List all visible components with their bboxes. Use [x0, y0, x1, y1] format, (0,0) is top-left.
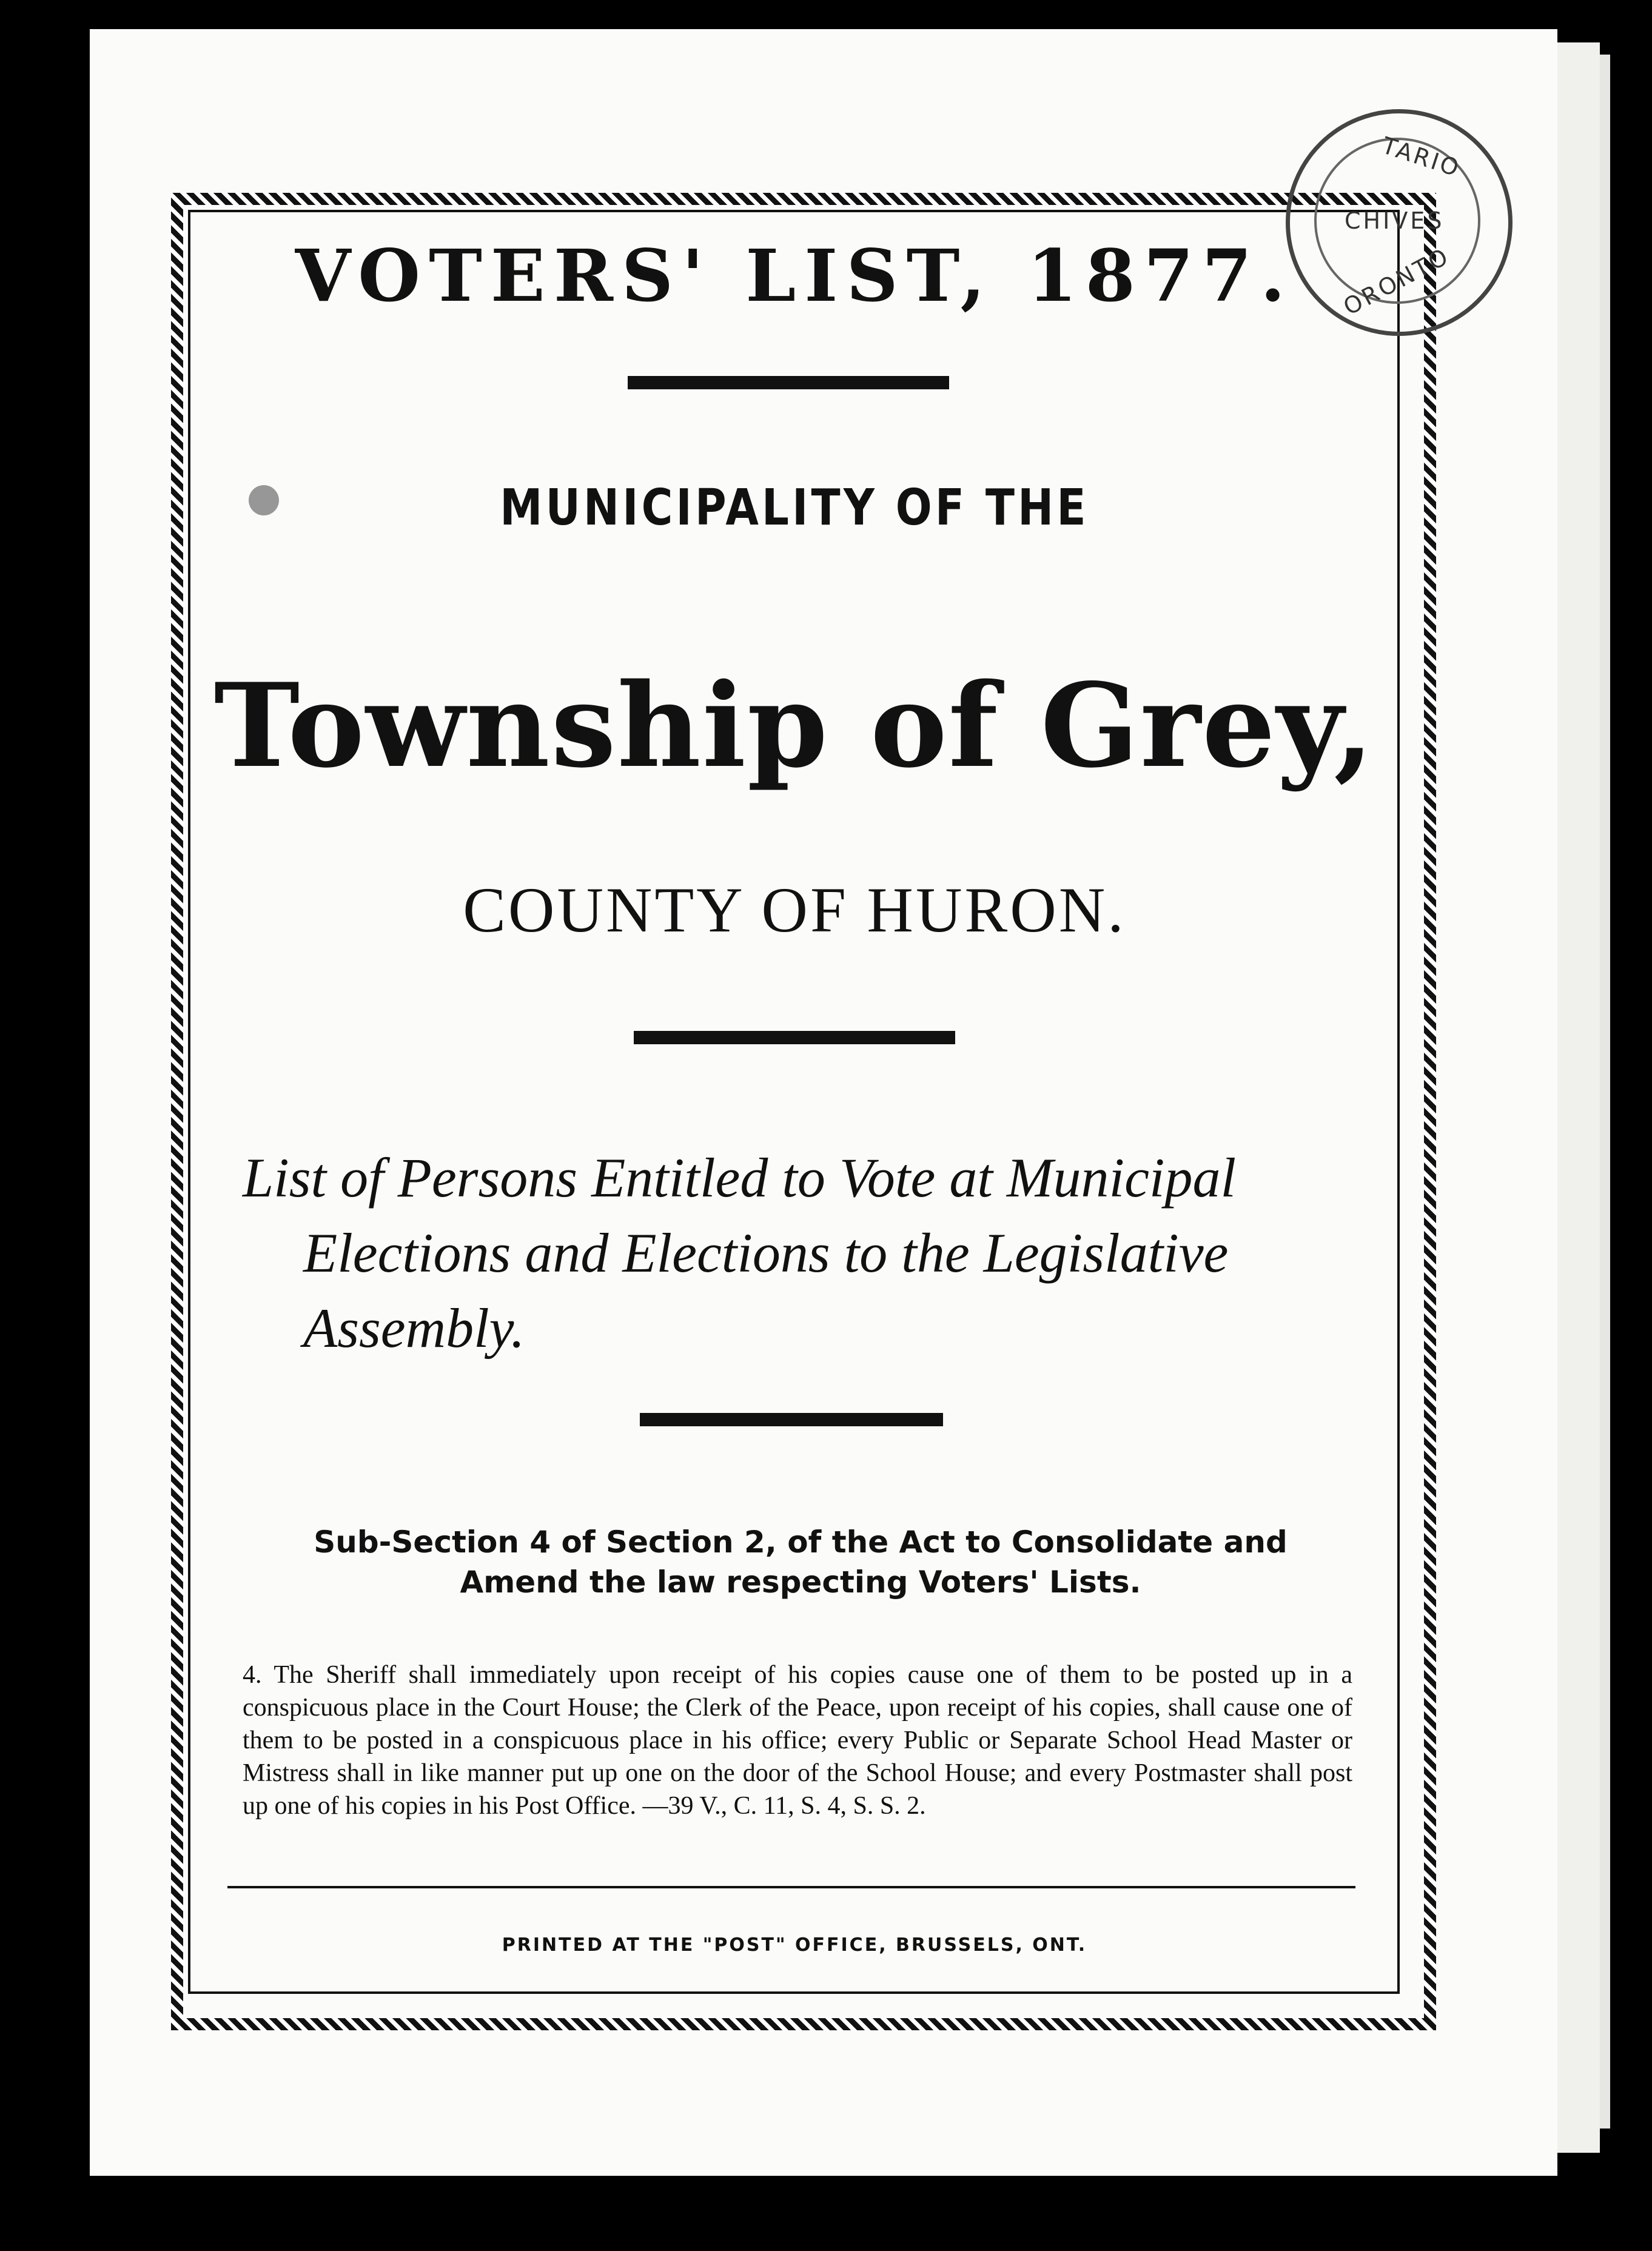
page-title: VOTERS' LIST, 1877.	[295, 233, 1294, 318]
municipality-heading: MUNICIPALITY OF THE	[500, 479, 1089, 537]
printer-imprint: PRINTED AT THE "POST" OFFICE, BRUSSELS, ONT.	[502, 1934, 1087, 1956]
subsection-heading	[230, 1522, 1371, 1602]
county-rule	[634, 1031, 955, 1044]
list-description	[243, 1140, 1407, 1366]
list-description-line3: Assembly.	[303, 1297, 525, 1359]
ink-smudge	[249, 485, 279, 515]
title-rule	[628, 376, 949, 389]
subsection-line1: Sub-Section 4 of Section 2, of the Act to Consolidate and	[314, 1525, 1288, 1560]
stamp-text-top: TARIO	[1378, 132, 1465, 183]
section-text: 4. The Sheriff shall immediately upon receipt of his copies cause one of them to be posted up in a conspicuous place in the Court House; the Clerk of the Peace, upon receipt of his copies, shall cause one of them to be posted in a conspicuous place in his office; every Public or Separate School Head Master or Mistress shall in like manner put up one on the door of the School House; and every Postmaster shall post up one of his copies in his Post Office. —39 V., C. 11, S. 4, S. S. 2.	[243, 1661, 1352, 1820]
footer-rule	[227, 1886, 1355, 1888]
list-description-line1: List of Persons Entitled to Vote at Municipal	[243, 1147, 1237, 1209]
county-heading: COUNTY OF HURON.	[463, 874, 1126, 945]
description-rule	[640, 1413, 943, 1426]
township-heading: Township of Grey,	[213, 658, 1375, 793]
stamp-text-middle: CHIVES	[1345, 207, 1445, 234]
list-description-line2: Elections and Elections to the Legislative	[303, 1222, 1229, 1284]
stamp-text-bottom: ORONTO	[1338, 242, 1454, 321]
subsection-line2: Amend the law respecting Voters' Lists.	[460, 1565, 1141, 1600]
